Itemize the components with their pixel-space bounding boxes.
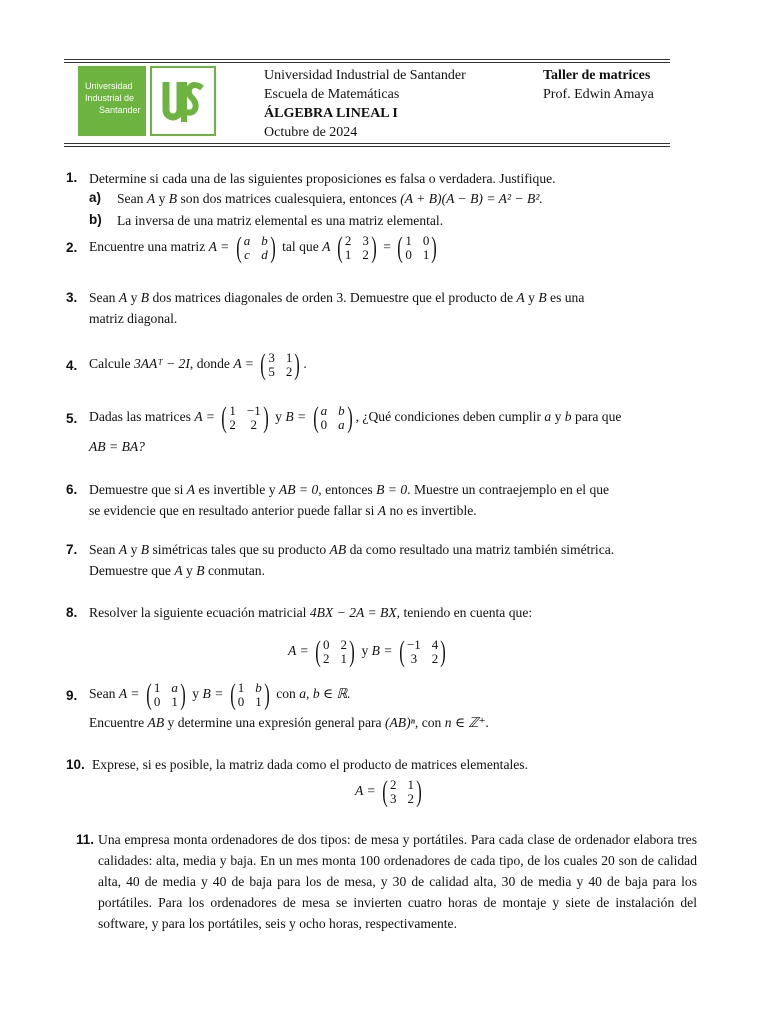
problem-5-text: Dadas las matrices A = ( 1 −1 2 2 ) y B = ( a b 0 a ) , ¿Qué condiciones deben cumplir a y b para que [89,400,622,434]
text: Sean [117,191,144,206]
equation: (A + B)(A − B) = A² − B². [400,191,543,206]
item-label: a) [89,190,102,205]
text: Encuentre una matriz [89,239,206,254]
matrix: ( 0 2 2 1 ) [315,634,355,668]
problem-9-line2: Encuentre AB y determine una expresión general para (AB)ⁿ, con n ∈ ℤ⁺. [89,715,490,730]
header-top-rule-2 [64,62,670,63]
header-bottom-rule-2 [64,146,670,147]
matrix: ( 2 3 1 2 ) [337,230,377,264]
problem-8-matrices: A = ( 0 2 2 1 ) y B = ( −1 4 3 2 ) [288,634,449,668]
problem-11-text: Una empresa monta ordenadores de dos tipos: de mesa y portátiles. Para cada clase de ordenador elabora tres calidades: alta, media y baja. En un mes monta 100 ordenadores de cada tipo, de los cuales 20 son de calidad alta, 40 de media y 40 de baja para los de mesa, y 30 de calidad alta, 30 de media y 40 de baja para los portátiles. Para los ordenadores de mesa se invierten cuatro horas de montaje y siete de instalación del software, y para los portátiles, seis y ocho horas, respectivamente. [98,832,697,931]
problem-number: 1. [66,170,78,185]
logo-line: Universidad [85,81,133,91]
matrix: ( 2 1 3 2 ) [382,774,422,808]
matrix: ( −1 4 3 2 ) [399,634,447,668]
problem-7-text: Sean A y B simétricas tales que su producto AB da como resultado una matriz también simétrica. Demuestre que A y B conmutan. [89,542,615,578]
logo-line: Santander [99,105,141,115]
document-date: Octubre de 2024 [264,125,358,140]
logo-line: Industrial de [85,93,135,103]
problem-number: 7. [66,542,78,557]
matrix: ( 1 a 0 1 ) [146,677,186,711]
math: A [322,239,331,254]
problem-3-text: Sean A y B dos matrices diagonales de orden 3. Demuestre que el producto de A y B es una matriz diagonal. [89,290,585,326]
problem-number: 8. [66,605,78,620]
problem-9-text: Sean A = ( 1 a 0 1 ) y B = ( 1 b 0 1 ) con a, b ∈ ℝ. [89,677,351,711]
math: A = [208,239,230,254]
math: = [383,239,391,254]
professor-name: Prof. Edwin Amaya [543,87,654,102]
problem-10-matrix: A = ( 2 1 3 2 ) [355,774,425,808]
institution-name: Universidad Industrial de Santander [264,68,466,83]
problem-8-text: Resolver la siguiente ecuación matricial 4BX − 2A = BX, teniendo en cuenta que: [89,605,533,620]
header-top-rule [64,59,670,60]
math: B [168,191,178,206]
matrix: ( 1 b 0 1 ) [230,677,270,711]
text: y [158,191,166,206]
problem-4-text: Calcule 3AAᵀ − 2I, donde A = ( 3 1 5 2 ) . [89,347,307,381]
workshop-title: Taller de matrices [543,68,651,83]
school-name: Escuela de Matemáticas [264,87,400,102]
problem-number: 10. [66,757,85,772]
math: A [146,191,156,206]
header-info [264,66,466,142]
item-label: b) [89,212,102,227]
problem-1a-text [117,188,543,209]
text: La inversa de una matriz elemental es una matriz elemental. [117,213,444,228]
matrix: ( 3 1 5 2 ) [260,347,301,381]
problem-number: 5. [66,411,78,426]
problem-1-text [89,168,556,189]
problem-2-text [89,230,440,264]
header-right [543,66,654,104]
university-logo-icon [150,66,216,136]
problem-6-text: Demuestre que si A es invertible y AB = 0, entonces B = 0. Muestre un contraejemplo en el que se evidencie que en resultado anterior puede fallar si A no es invertible. [89,482,610,518]
problem-number: 11. [76,832,95,847]
problem-number: 2. [66,240,78,255]
problem-text: Determine si cada una de las siguientes proposiciones es falsa o verdadera. Justifique. [89,171,556,186]
matrix: ( a b c d ) [235,230,276,264]
matrix: ( a b 0 a ) [312,400,353,434]
matrix: ( 1 −1 2 2 ) [221,400,269,434]
problem-number: 3. [66,290,78,305]
university-logo-text [78,66,146,136]
problem-1b-text [117,210,443,231]
problem-number: 6. [66,482,78,497]
problem-number: 4. [66,358,78,373]
text: tal que [282,239,319,254]
text: son dos matrices cualesquiera, entonces [180,191,397,206]
course-name: ÁLGEBRA LINEAL I [264,106,398,121]
header-bottom-rule [64,143,670,144]
problem-10-text: Exprese, si es posible, la matriz dada como el producto de matrices elementales. [92,757,528,772]
matrix: ( 1 0 0 1 ) [397,230,438,264]
problem-number: 9. [66,688,78,703]
problem-5-line2: AB = BA? [89,439,145,454]
